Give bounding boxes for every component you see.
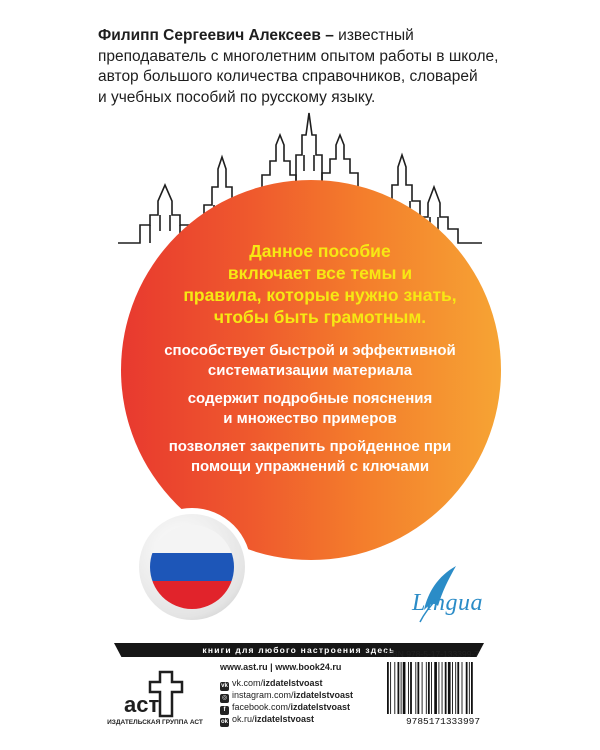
barcode-bar xyxy=(422,662,423,714)
russian-flag-icon xyxy=(150,525,234,609)
feature-line1: содержит подробные пояснения xyxy=(187,390,433,407)
social-link-facebook[interactable] xyxy=(220,702,350,713)
barcode-bar xyxy=(417,662,419,714)
headline-line1: Данное пособие xyxy=(249,241,391,261)
social-prefix: facebook.com/ xyxy=(232,702,291,712)
ast-logo-text: аст xyxy=(124,692,160,717)
social-link-vk[interactable] xyxy=(220,678,323,689)
barcode-bar xyxy=(415,662,416,714)
barcode-bar xyxy=(403,662,406,714)
author-description xyxy=(98,26,538,108)
headline-text xyxy=(170,240,470,328)
barcode-bar xyxy=(445,662,447,714)
author-text-line4: и учебных пособий по русскому языку. xyxy=(98,88,376,106)
social-handle: izdatelstvoast xyxy=(293,690,354,700)
social-handle: izdatelstvoast xyxy=(263,678,323,688)
slogan-banner-text: книги для любого настроения здесь xyxy=(202,645,396,655)
social-prefix: instagram.com/ xyxy=(232,690,294,700)
barcode-bar xyxy=(457,662,459,714)
ast-logo-icon xyxy=(120,668,190,720)
social-link-instagram[interactable] xyxy=(220,690,353,701)
barcode-bar xyxy=(387,662,389,714)
feature-line1: позволяет закрепить пройденное при xyxy=(168,438,452,455)
author-text-line1: известный xyxy=(338,27,414,44)
website-links[interactable]: www.ast.ru | www.book24.ru xyxy=(220,662,342,672)
publisher-name: ИЗДАТЕЛЬСКАЯ ГРУППА АСТ xyxy=(107,719,203,726)
author-text-line3: автор большого количества справочников, словарей xyxy=(98,68,478,85)
feature-item xyxy=(140,389,480,429)
barcode-bar xyxy=(434,662,437,714)
headline-line2: включает все темы и xyxy=(227,263,413,283)
feature-line2: помощи упражнений с ключами xyxy=(190,458,430,475)
social-link-ok[interactable] xyxy=(220,714,314,725)
feature-item xyxy=(140,437,480,477)
barcode-bar xyxy=(426,662,427,714)
feature-line2: систематизации материала xyxy=(207,362,413,379)
barcode-bar xyxy=(401,662,402,714)
barcode-bar xyxy=(466,662,468,714)
barcode-bar xyxy=(410,662,412,714)
barcode-bar xyxy=(431,662,432,714)
facebook-icon: f xyxy=(220,706,229,715)
barcode-bar xyxy=(438,662,439,714)
feature-item xyxy=(140,341,480,381)
vk-icon: vk xyxy=(221,683,228,689)
author-name: Филипп Сергеевич Алексеев – xyxy=(98,27,334,44)
barcode xyxy=(383,660,503,726)
lingua-logo: Lingua xyxy=(412,590,484,616)
barcode-number: 9785171333997 xyxy=(405,716,481,726)
barcode-bar xyxy=(390,662,391,714)
flag-blue-stripe xyxy=(150,553,234,581)
instagram-icon: ◎ xyxy=(221,695,228,701)
barcode-bar xyxy=(394,662,395,714)
barcode-bar xyxy=(469,662,470,714)
isbn-text: ISBN 978-5-17-133399-7 xyxy=(384,649,479,659)
feature-line1: способствует быстрой и эффективной xyxy=(164,342,456,359)
feature-line2: и множество примеров xyxy=(223,410,397,427)
barcode-bars xyxy=(387,662,473,714)
barcode-bar xyxy=(428,662,430,714)
social-prefix: vk.com/ xyxy=(232,678,264,688)
social-handle: izdatelstvoast xyxy=(254,714,315,724)
barcode-bar xyxy=(462,662,463,714)
barcode-bar xyxy=(471,662,473,714)
barcode-bar xyxy=(442,662,443,714)
barcode-bar xyxy=(452,662,453,714)
barcode-bar xyxy=(398,662,400,714)
ok-icon: ok xyxy=(220,719,228,725)
barcode-bar xyxy=(408,662,409,714)
social-handle: izdatelstvoast xyxy=(290,702,351,712)
headline-line4: чтобы быть грамотным. xyxy=(213,307,427,327)
social-prefix: ok.ru/ xyxy=(232,714,255,724)
author-text-line2: преподаватель с многолетним опытом работы в школе, xyxy=(98,47,499,65)
barcode-bar xyxy=(448,662,451,714)
barcode-bar xyxy=(455,662,456,714)
headline-line3: правила, которые нужно знать, xyxy=(183,285,457,305)
